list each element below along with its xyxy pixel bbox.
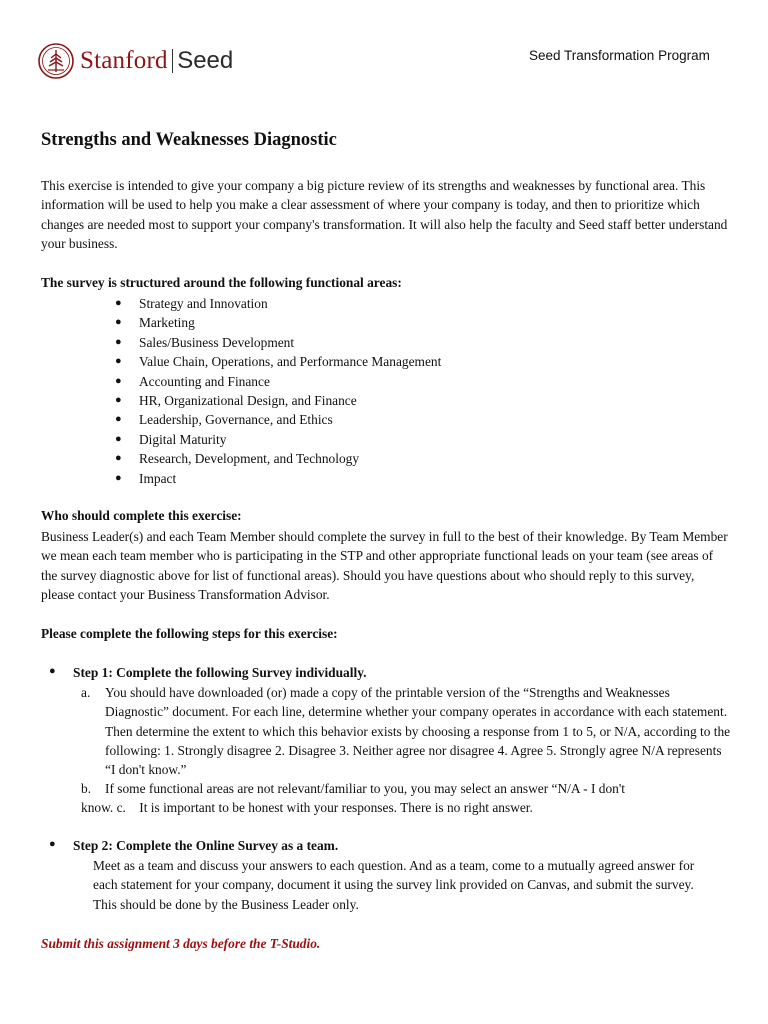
list-item: ● Value Chain, Operations, and Performance Management bbox=[115, 354, 442, 370]
step-1-title: ● Step 1: Complete the following Survey individually. bbox=[49, 665, 367, 680]
list-item: ● Strategy and Innovation bbox=[115, 296, 268, 311]
step-2-title: ● Step 2: Complete the Online Survey as a team. bbox=[49, 838, 339, 853]
step-1-item-b: b. If some functional areas are not relevant/familiar to you, you may select an answer “N/A - I don't bbox=[81, 781, 625, 796]
page-title: Strengths and Weaknesses Diagnostic bbox=[41, 130, 337, 150]
intro-paragraph: This exercise is intended to give your company a big picture review of its strengths and weaknesses by functional area. This information will be used to help you make a clear assessment of where your company is today, and then to prioritize which changes are needed most to support your company's transformation. It will also help the faculty and Seed staff better understand your business. bbox=[41, 178, 728, 251]
list-item: ● Research, Development, and Technology bbox=[115, 451, 360, 467]
step-2-text: Meet as a team and discuss your answers to each question. And as a team, come to a mutually agreed answer for each statement for your company, document it using the survey link provided on Canvas, and submit the survey. This should be done by the Business Leader only. bbox=[93, 858, 695, 912]
areas-heading: The survey is structured around the following functional areas: bbox=[41, 275, 402, 290]
who-heading: Who should complete this exercise: bbox=[41, 508, 242, 523]
list-item: ● Marketing bbox=[115, 315, 195, 331]
functional-areas-list bbox=[115, 294, 441, 488]
logo-divider bbox=[172, 49, 174, 73]
list-item: ● Impact bbox=[115, 470, 177, 486]
step-1-item-c: know. c. It is important to be honest with your responses. There is no right answer. bbox=[81, 800, 533, 815]
submit-note: Submit this assignment 3 days before the T-Studio. bbox=[41, 936, 321, 951]
step-1-item-a: a. You should have downloaded (or) made a copy of the printable version of the “Strengths and Weaknesses Diagnostic” document. For each line, determine whether your company operates in accordance with each statement. Then determine the extent to which this behavior exists by choosing a response from 1 to 5, or N/A, according to the following: 1. Strongly disagree 2. Disagree 3. Neither agree nor disagree 4. Agree 5. Strongly agree N/A represents “I don't know.” bbox=[81, 685, 731, 778]
steps-heading: Please complete the following steps for this exercise: bbox=[41, 626, 338, 641]
program-name: Seed Transformation Program bbox=[529, 48, 710, 63]
list-item: ● Leadership, Governance, and Ethics bbox=[115, 412, 333, 428]
list-item: ● Sales/Business Development bbox=[115, 334, 295, 350]
stanford-seal-icon bbox=[38, 43, 74, 79]
logo-wordmark: Stanford bbox=[80, 47, 168, 74]
list-item: ● Digital Maturity bbox=[115, 431, 227, 447]
list-item: ● Accounting and Finance bbox=[115, 373, 270, 389]
who-paragraph: Business Leader(s) and each Team Member should complete the survey in full to the best of their knowledge. By Team Member we mean each team member who is participating in the STP and other appropriate functional leads on your team (see areas of the survey diagnostic above for list of functional areas). Should you have questions about who should reply to this survey, please contact your Business Transformation Advisor. bbox=[41, 529, 728, 602]
stanford-seed-logo bbox=[38, 42, 233, 80]
list-item: ● HR, Organizational Design, and Finance bbox=[115, 393, 357, 409]
logo-seed-text: Seed bbox=[177, 47, 234, 74]
